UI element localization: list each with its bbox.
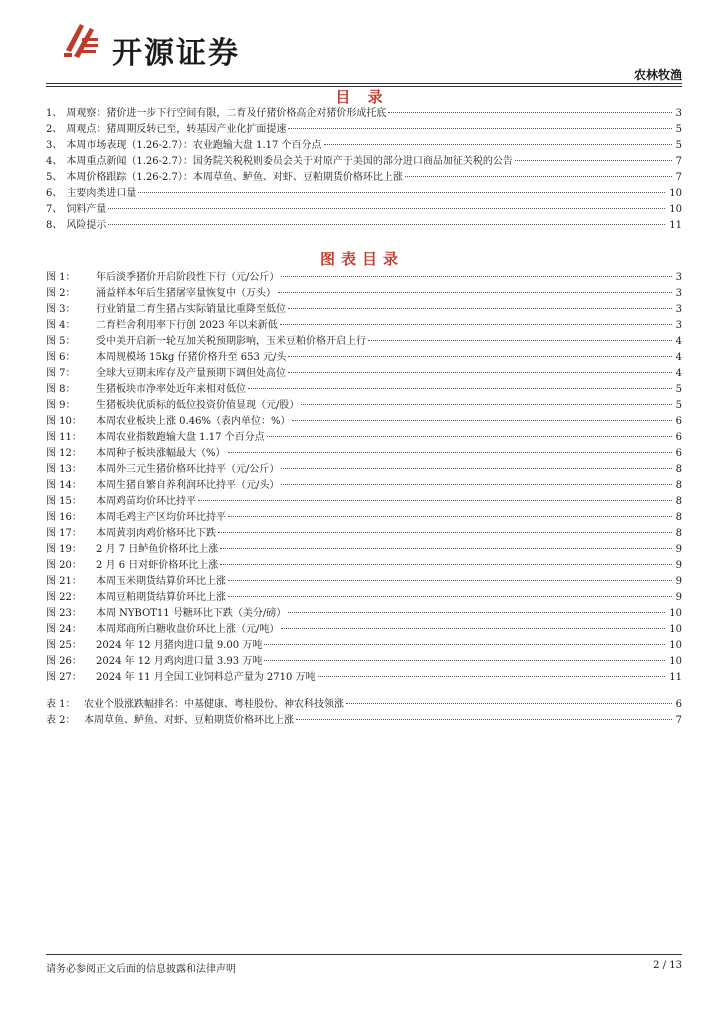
toc-entry[interactable] xyxy=(46,138,682,154)
page-indicator: 2 / 13 xyxy=(653,960,682,971)
figure-entry-number: 图 12： xyxy=(46,448,82,459)
table-entry-label: 农业个股涨跌幅排名：中基健康、粤桂股份、神农科技领涨 xyxy=(84,699,344,710)
figure-entry-number: 图 15： xyxy=(46,496,82,507)
leader-dots xyxy=(515,160,672,161)
figure-entry[interactable] xyxy=(46,318,682,334)
toc-entry-page: 5 xyxy=(675,140,682,151)
figure-entry[interactable] xyxy=(46,350,682,366)
figure-entry-number: 图 9： xyxy=(46,400,76,411)
leader-dots xyxy=(281,628,665,629)
figure-entry-number: 图 25： xyxy=(46,640,82,651)
figure-entry-label: 本周豆粕期货结算价环比上涨 xyxy=(96,592,226,603)
table-entry-number: 表 1： xyxy=(46,699,76,710)
toc-entry-number: 6、 xyxy=(46,188,63,199)
figure-entry-label: 本周规模场 15kg 仔猪价格升至 653 元/头 xyxy=(96,352,287,363)
table-entry-number: 表 2： xyxy=(46,715,76,726)
figure-entry-number: 图 6： xyxy=(46,352,76,363)
figure-entry-label: 生猪板块优质标的低位投资价值显现（元/股） xyxy=(96,400,300,411)
toc-entry-number: 7、 xyxy=(46,204,63,215)
toc-entry[interactable] xyxy=(46,106,682,122)
figure-entry-number: 图 22： xyxy=(46,592,82,603)
leader-dots xyxy=(264,644,665,645)
figure-entry-label: 本周鸡苗均价环比持平 xyxy=(96,496,196,507)
toc-entry[interactable] xyxy=(46,202,682,218)
leader-dots xyxy=(108,208,665,209)
leader-dots xyxy=(228,580,672,581)
figure-entry-label: 本周玉米期货结算价环比上涨 xyxy=(96,576,226,587)
toc-entry-page: 5 xyxy=(675,124,682,135)
figure-entry-page: 3 xyxy=(675,288,682,299)
figure-entry-page: 9 xyxy=(675,560,682,571)
figure-entry-number: 图 24： xyxy=(46,624,82,635)
figure-entry-page: 10 xyxy=(669,656,682,667)
figure-entry-label: 年后淡季猪价开启阶段性下行（元/公斤） xyxy=(96,272,280,283)
figure-entry-number: 图 19： xyxy=(46,544,82,555)
figure-entry-page: 9 xyxy=(675,592,682,603)
figure-entry-number: 图 20： xyxy=(46,560,82,571)
figure-entry[interactable] xyxy=(46,430,682,446)
toc-entry-number: 1、 xyxy=(46,108,63,119)
figure-entry-number: 图 8： xyxy=(46,384,76,395)
leader-dots xyxy=(281,276,671,277)
figure-entry-page: 6 xyxy=(675,416,682,427)
toc-entry[interactable] xyxy=(46,218,682,234)
leader-dots xyxy=(288,308,672,309)
leader-dots xyxy=(198,500,672,501)
figure-entry[interactable] xyxy=(46,670,682,686)
figure-entry[interactable] xyxy=(46,606,682,622)
figure-entry[interactable] xyxy=(46,654,682,670)
figure-entry-page: 11 xyxy=(669,672,682,683)
figure-entry-label: 2024 年 12 月鸡肉进口量 3.93 万吨 xyxy=(96,656,263,667)
toc-entry-label: 周观察：猪价进一步下行空间有限，二育及仔猪价格高企对猪价形成托底 xyxy=(66,108,387,119)
figure-entry[interactable] xyxy=(46,270,682,286)
brand-name: 开源证券 xyxy=(112,36,240,71)
figure-entry-label: 本周种子板块涨幅最大（%） xyxy=(96,448,226,459)
figure-entry-number: 图 26： xyxy=(46,656,82,667)
figure-entry-label: 本周农业板块上涨 0.46%（表内单位：%） xyxy=(96,416,291,427)
leader-dots xyxy=(292,420,671,421)
logo xyxy=(60,20,260,70)
figure-entry-page: 8 xyxy=(675,512,682,523)
figure-entry[interactable] xyxy=(46,414,682,430)
figure-entry-page: 4 xyxy=(675,368,682,379)
figure-entry-label: 本周黄羽肉鸡价格环比下跌 xyxy=(96,528,216,539)
figure-entry-number: 图 7： xyxy=(46,368,76,379)
figure-entry[interactable] xyxy=(46,574,682,590)
figure-entry-number: 图 3： xyxy=(46,304,76,315)
figure-entry[interactable] xyxy=(46,638,682,654)
leader-dots xyxy=(138,192,665,193)
figure-entry[interactable] xyxy=(46,334,682,350)
figure-entry-label: 全球大豆期末库存及产量预期下调但处高位 xyxy=(96,368,286,379)
leader-dots xyxy=(267,436,672,437)
leader-dots xyxy=(318,676,666,677)
toc-entry-page: 7 xyxy=(675,172,682,183)
toc-entry[interactable] xyxy=(46,154,682,170)
leader-dots xyxy=(301,404,671,405)
toc-entry-label: 周观点：猪周期反转已至，转基因产业化扩面提速 xyxy=(66,124,287,135)
figure-entry-label: 本周郑商所白糖收盘价环比上涨（元/吨） xyxy=(96,624,280,635)
leader-dots xyxy=(220,548,671,549)
leader-dots xyxy=(108,224,665,225)
kaiyuan-logo-icon xyxy=(60,20,104,64)
figure-entry[interactable] xyxy=(46,590,682,606)
toc-entry-label: 饲料产量 xyxy=(66,204,107,215)
figure-entry-page: 4 xyxy=(675,336,682,347)
toc-entry-page: 11 xyxy=(669,220,682,231)
figure-entry-page: 3 xyxy=(675,304,682,315)
figure-entry-page: 8 xyxy=(675,464,682,475)
figure-entry[interactable] xyxy=(46,302,682,318)
figure-entry-number: 图 21： xyxy=(46,576,82,587)
toc-entry[interactable] xyxy=(46,122,682,138)
toc-entry-number: 8、 xyxy=(46,220,63,231)
toc-entry[interactable] xyxy=(46,170,682,186)
figure-entry-page: 8 xyxy=(675,480,682,491)
leader-dots xyxy=(368,340,672,341)
figure-entry-label: 2024 年 12 月猪肉进口量 9.00 万吨 xyxy=(96,640,263,651)
figure-entry-label: 本周农业指数跑输大盘 1.17 个百分点 xyxy=(96,432,265,443)
table-entry-label: 本周草鱼、鲈鱼、对虾、豆粕期货价格环比上涨 xyxy=(84,715,294,726)
toc-entry[interactable] xyxy=(46,186,682,202)
leader-dots xyxy=(248,388,672,389)
leader-dots xyxy=(218,532,672,533)
leader-dots xyxy=(228,452,672,453)
figure-entry-number: 图 10： xyxy=(46,416,82,427)
figure-entry-page: 4 xyxy=(675,352,682,363)
figure-entry-label: 2024 年 11 月全国工业饲料总产量为 2710 万吨 xyxy=(96,672,316,683)
leader-dots xyxy=(264,660,665,661)
figure-entry-page: 8 xyxy=(675,528,682,539)
figure-entry[interactable] xyxy=(46,478,682,494)
toc-list xyxy=(46,106,682,234)
figure-entry-number: 图 13： xyxy=(46,464,82,475)
header-rule xyxy=(46,83,682,84)
figure-entry-label: 本周生猪自繁自养利润环比持平（元/头） xyxy=(96,480,280,491)
leader-dots xyxy=(324,144,672,145)
tables-list xyxy=(46,697,682,729)
toc-title: 目 录 xyxy=(335,88,389,106)
figure-entry-page: 8 xyxy=(675,496,682,507)
figure-entry[interactable] xyxy=(46,382,682,398)
leader-dots xyxy=(278,292,672,293)
leader-dots xyxy=(288,372,672,373)
toc-entry-label: 主要肉类进口量 xyxy=(66,188,137,199)
figure-entry[interactable] xyxy=(46,398,682,414)
figure-entry[interactable] xyxy=(46,366,682,382)
figure-entry-page: 3 xyxy=(675,272,682,283)
figure-entry-label: 2 月 6 日对虾价格环比上涨 xyxy=(96,560,219,571)
figure-entry-number: 图 23： xyxy=(46,608,82,619)
figure-entry-page: 5 xyxy=(675,400,682,411)
leader-dots xyxy=(405,176,672,177)
page-header xyxy=(46,14,682,82)
figure-entry-page: 10 xyxy=(669,608,682,619)
toc-entry-number: 5、 xyxy=(46,172,63,183)
toc-entry-page: 3 xyxy=(675,108,682,119)
table-entry-page: 7 xyxy=(675,715,682,726)
figure-entry[interactable] xyxy=(46,510,682,526)
leader-dots xyxy=(280,324,672,325)
figure-entry-label: 生猪板块市净率处近年来相对低位 xyxy=(96,384,246,395)
figure-entry[interactable] xyxy=(46,622,682,638)
leader-dots xyxy=(288,356,671,357)
figure-entry[interactable] xyxy=(46,494,682,510)
toc-entry-label: 本周价格跟踪（1.26-2.7）：本周草鱼、鲈鱼、对虾、豆粕期货价格环比上涨 xyxy=(66,172,403,183)
table-entry[interactable] xyxy=(46,713,682,729)
toc-entry-number: 4、 xyxy=(46,156,63,167)
leader-dots xyxy=(288,128,671,129)
figure-entry-label: 受中美开启新一轮互加关税预期影响，玉米豆粕价格开启上行 xyxy=(96,336,366,347)
figure-entry-label: 2 月 7 日鲈鱼价格环比上涨 xyxy=(96,544,219,555)
figure-entry-label: 本周外三元生猪价格环比持平（元/公斤） xyxy=(96,464,280,475)
leader-dots xyxy=(388,112,671,113)
figure-entry-number: 图 1： xyxy=(46,272,76,283)
toc-entry-label: 风险提示 xyxy=(66,220,107,231)
leader-dots xyxy=(220,564,671,565)
leader-dots xyxy=(296,719,672,720)
figure-entry-number: 图 16： xyxy=(46,512,82,523)
figure-entry-label: 二育栏舍利用率下行创 2023 年以来新低 xyxy=(96,320,278,331)
toc-entry-page: 10 xyxy=(669,188,682,199)
figure-entry-page: 6 xyxy=(675,448,682,459)
figure-entry-label: 本周毛鸡主产区均价环比持平 xyxy=(96,512,226,523)
figure-entry[interactable] xyxy=(46,526,682,542)
leader-dots xyxy=(281,468,671,469)
figure-entry-label: 本周 NYBOT11 号糖环比下跌（美分/磅） xyxy=(96,608,287,619)
figure-entry-page: 10 xyxy=(669,624,682,635)
figure-entry-page: 9 xyxy=(675,576,682,587)
leader-dots xyxy=(281,484,671,485)
leader-dots xyxy=(228,596,672,597)
figure-entry-number: 图 11： xyxy=(46,432,82,443)
figure-entry-number: 图 4： xyxy=(46,320,76,331)
footer-rule xyxy=(46,954,682,955)
toc-entry-label: 本周市场表现（1.26-2.7）：农业跑输大盘 1.17 个百分点 xyxy=(66,140,322,151)
figure-entry-number: 图 14： xyxy=(46,480,82,491)
leader-dots xyxy=(346,703,672,704)
figure-entry-page: 10 xyxy=(669,640,682,651)
figure-entry[interactable] xyxy=(46,286,682,302)
figure-entry-number: 图 27： xyxy=(46,672,82,683)
leader-dots xyxy=(228,516,672,517)
table-entry[interactable] xyxy=(46,697,682,713)
footer-disclaimer: 请务必参阅正文后面的信息披露和法律声明 xyxy=(46,964,236,975)
toc-entry-number: 2、 xyxy=(46,124,63,135)
figure-entry-number: 图 5： xyxy=(46,336,76,347)
figure-entry-label: 行业销量二育生猪占实际销量比重降至低位 xyxy=(96,304,286,315)
toc-entry-page: 7 xyxy=(675,156,682,167)
figure-entry[interactable] xyxy=(46,542,682,558)
toc-entry-label: 本周重点新闻（1.26-2.7）：国务院关税税则委员会关于对原产于美国的部分进口商品加征关税的公告 xyxy=(66,156,513,167)
table-entry-page: 6 xyxy=(675,699,682,710)
figure-entry[interactable] xyxy=(46,446,682,462)
figure-entry[interactable] xyxy=(46,462,682,478)
figure-entry-page: 6 xyxy=(675,432,682,443)
figure-entry-page: 5 xyxy=(675,384,682,395)
toc-entry-number: 3、 xyxy=(46,140,63,151)
figures-title: 图表目录 xyxy=(319,250,404,268)
figure-entry-label: 涌益样本年后生猪屠宰量恢复中（万头） xyxy=(96,288,276,299)
section-tag: 农林牧渔 xyxy=(633,68,682,82)
toc-entry-page: 10 xyxy=(669,204,682,215)
figure-entry[interactable] xyxy=(46,558,682,574)
figure-entry-page: 3 xyxy=(675,320,682,331)
figure-entry-number: 图 2： xyxy=(46,288,76,299)
figures-list xyxy=(46,270,682,686)
figure-entry-page: 9 xyxy=(675,544,682,555)
leader-dots xyxy=(288,612,665,613)
figure-entry-number: 图 17： xyxy=(46,528,82,539)
